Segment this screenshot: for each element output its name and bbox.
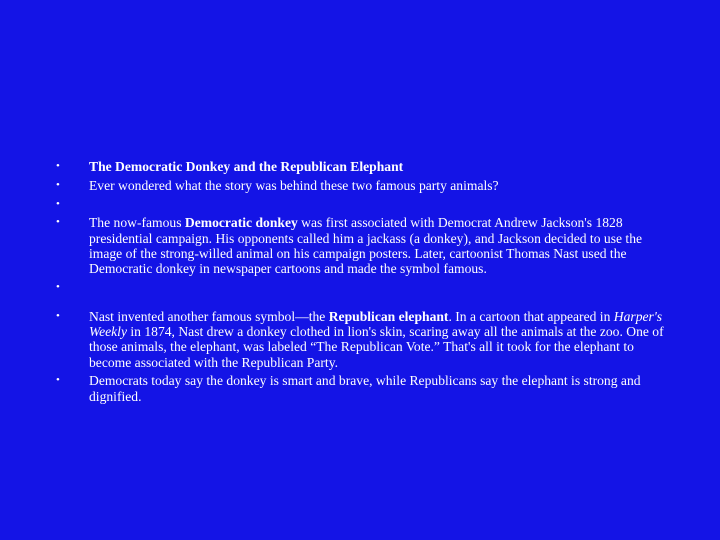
elephant-text-after: in 1874, Nast drew a donkey clothed in lion's skin, scaring away all the animals at the zoo. One of those animals, the elephant, was labeled “The Republican Vote.” That's all it took for the elephant to become associated with the Republican Party.	[89, 324, 664, 370]
list-item-donkey	[56, 215, 666, 276]
donkey-text-before: The now-famous	[89, 215, 185, 231]
today-text: Democrats today say the donkey is smart and brave, while Republicans say the elephant is strong and dignified.	[89, 373, 641, 404]
list-item-title	[56, 159, 666, 174]
list-item-intro	[56, 178, 666, 193]
list-item-elephant	[56, 309, 666, 370]
elephant-text-before: Nast invented another famous symbol—the	[89, 308, 329, 324]
donkey-text-after: was first associated with Democrat Andrew Jackson's 1828 presidential campaign. His opponents called him a jackass (a donkey), and Jackson decided to use the image of the strong-willed animal on his campaign posters. Later, cartoonist Thomas Nast used the Democratic donkey in newspaper cartoons and made the symbol famous.	[89, 215, 643, 276]
bullet-dot: •	[56, 197, 60, 210]
elephant-text-middle: . In a cartoon that appeared in	[448, 308, 614, 324]
bullet-dot: •	[56, 178, 60, 191]
bullet-dot: •	[56, 309, 60, 322]
bullet-dot: •	[56, 374, 60, 387]
harpers-weekly-italic: Harper's Weekly	[89, 308, 663, 340]
donkey-bold: Democratic donkey	[184, 215, 298, 231]
list-item-empty	[56, 197, 666, 212]
bullet-dot: •	[56, 216, 60, 229]
intro-text: Ever wondered what the story was behind these two famous party animals?	[89, 177, 499, 193]
bullet-list	[56, 159, 666, 407]
bullet-dot: •	[56, 160, 60, 172]
elephant-paragraph	[89, 309, 664, 370]
elephant-bold: Republican elephant	[328, 308, 449, 324]
donkey-paragraph	[89, 215, 642, 276]
list-item-today	[56, 373, 666, 403]
slide-title: The Democratic Donkey and the Republican Elephant	[89, 159, 404, 174]
list-item-empty	[56, 280, 666, 295]
bullet-dot: •	[56, 280, 60, 293]
